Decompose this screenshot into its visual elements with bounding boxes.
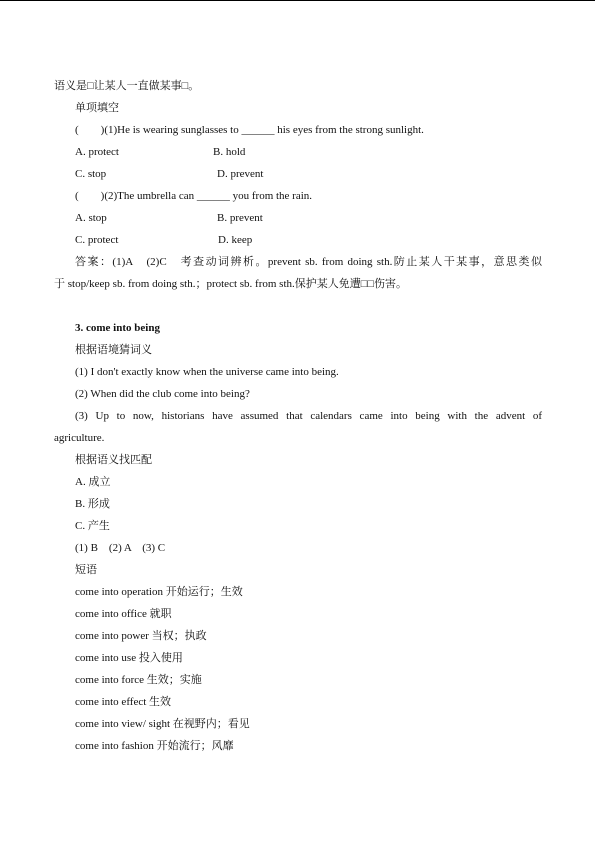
phrase-item: come into power 当权；执政 bbox=[75, 630, 207, 642]
question-2-option-b: B. prevent bbox=[217, 212, 263, 224]
question-1-option-b: B. hold bbox=[213, 146, 246, 158]
phrase-item: come into force 生效；实施 bbox=[75, 674, 202, 686]
question-2-option-c: C. protect bbox=[75, 234, 119, 246]
example-sentence-2: (2) When did the club come into being? bbox=[75, 388, 250, 400]
phrase-item: come into office 就职 bbox=[75, 608, 172, 620]
match-option-c: C. 产生 bbox=[75, 520, 110, 532]
phrase-item: come into fashion 开始流行；风靡 bbox=[75, 740, 234, 752]
answer-line-1: 答案：(1)A (2)C 考查动词辨析。prevent sb. from doing sth.防止某人干某事，意思类似 bbox=[75, 256, 542, 268]
phrases-title: 短语 bbox=[75, 564, 97, 576]
phrase-item: come into use 投入使用 bbox=[75, 652, 183, 664]
question-1-stem: ( )(1)He is wearing sunglasses to ______ his eyes from the strong sunlight. bbox=[75, 124, 424, 136]
phrase-item: come into view/ sight 在视野内；看见 bbox=[75, 718, 250, 730]
answer-line-2: 于 stop/keep sb. from doing sth.；protect sb. from sth.保护某人免遭□□伤害。 bbox=[54, 278, 408, 290]
example-sentence-3-line-2: agriculture. bbox=[54, 432, 105, 444]
question-2-option-a: A. stop bbox=[75, 212, 107, 224]
question-2-option-d: D. keep bbox=[218, 234, 253, 246]
section-3-title: 3. come into being bbox=[75, 322, 160, 334]
match-meaning-title: 根据语义找匹配 bbox=[75, 454, 152, 466]
phrase-item: come into effect 生效 bbox=[75, 696, 172, 708]
question-1-option-a: A. protect bbox=[75, 146, 119, 158]
example-sentence-3-line-1: (3) Up to now, historians have assumed that calendars came into being with the advent of bbox=[75, 410, 542, 422]
question-2-stem: ( )(2)The umbrella can ______ you from the rain. bbox=[75, 190, 313, 202]
phrase-item: come into operation 开始运行；生效 bbox=[75, 586, 243, 598]
continuation-text: 语义是□让某人一直做某事□。 bbox=[54, 80, 200, 92]
question-1-option-d: D. prevent bbox=[217, 168, 264, 180]
page-top-border bbox=[0, 0, 595, 1]
match-answer: (1) B (2) A (3) C bbox=[75, 542, 166, 554]
match-option-a: A. 成立 bbox=[75, 476, 111, 488]
match-option-b: B. 形成 bbox=[75, 498, 110, 510]
example-sentence-1: (1) I don't exactly know when the universe came into being. bbox=[75, 366, 339, 378]
question-1-option-c: C. stop bbox=[75, 168, 107, 180]
exercise-title: 单项填空 bbox=[75, 102, 119, 114]
guess-meaning-title: 根据语境猜词义 bbox=[75, 344, 152, 356]
